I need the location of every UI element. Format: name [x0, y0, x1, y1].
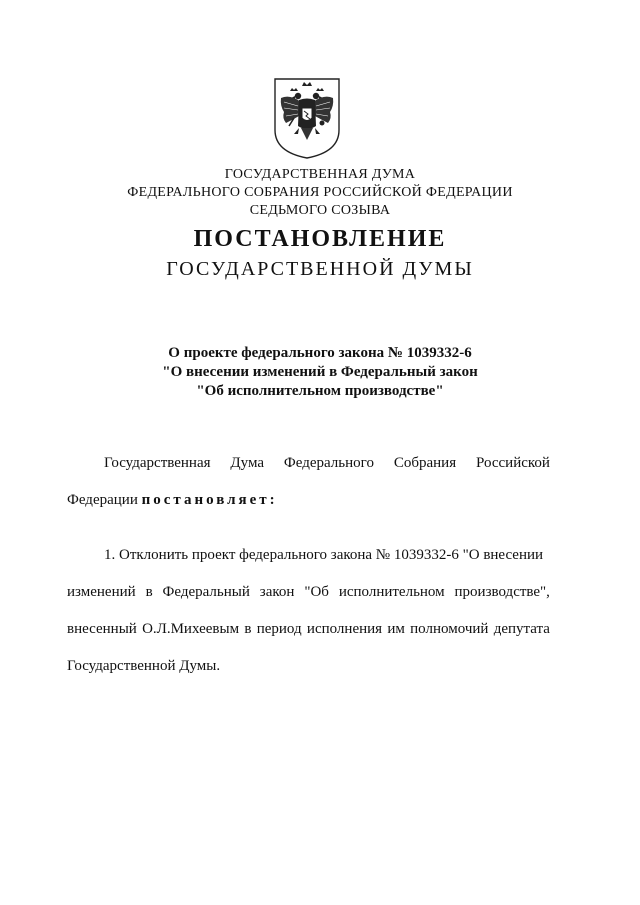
- item1-line-4: Государственной Думы.: [67, 658, 221, 674]
- preamble-word: Российской: [476, 455, 550, 471]
- document-title: ПОСТАНОВЛЕНИЕ: [193, 226, 447, 252]
- item1-word: период: [256, 621, 302, 637]
- item1-word: в: [145, 584, 153, 600]
- header-duma-name: ГОСУДАРСТВЕННАЯ ДУМА: [224, 167, 416, 182]
- item1-line-1: 1. Отклонить проект федерального закона № 1039332-6 "О внесении: [104, 547, 544, 563]
- item1-word: "Об: [304, 584, 329, 600]
- item1-line-3: [67, 619, 550, 639]
- preamble-line-1: [104, 453, 550, 473]
- item1-word: в: [244, 621, 252, 637]
- preamble-line-2: [67, 490, 278, 510]
- preamble-word: Собрания: [393, 455, 457, 471]
- subject-line-2: "О внесении изменений в Федеральный закон: [162, 364, 478, 380]
- document-subtitle: ГОСУДАРСТВЕННОЙ ДУМЫ: [166, 258, 474, 280]
- preamble-resolves: постановляет:: [141, 492, 278, 508]
- item1-word: исполнительном: [338, 584, 445, 600]
- item1-word: внесенный: [67, 621, 137, 637]
- preamble-word: Федерального: [283, 455, 374, 471]
- item1-word: Федеральный: [162, 584, 250, 600]
- header-federal-assembly: ФЕДЕРАЛЬНОГО СОБРАНИЯ РОССИЙСКОЙ ФЕДЕРАЦИИ: [127, 185, 513, 200]
- item1-word: О.Л.Михеевым: [142, 621, 240, 637]
- russian-coat-of-arms-icon: [272, 76, 342, 160]
- preamble-word: Дума: [230, 455, 265, 471]
- item1-line-2: [67, 582, 550, 602]
- subject-line-3: "Об исполнительном производстве": [196, 383, 444, 399]
- subject-line-1: О проекте федерального закона № 1039332-6: [168, 345, 472, 361]
- item1-word: производстве",: [454, 584, 550, 600]
- item1-word: закон: [259, 584, 295, 600]
- item1-word: им: [387, 621, 405, 637]
- item1-word: депутата: [493, 621, 550, 637]
- item1-word: исполнения: [306, 621, 383, 637]
- item1-word: изменений: [67, 584, 136, 600]
- preamble-federation: Федерации: [67, 492, 138, 508]
- item1-word: полномочий: [410, 621, 489, 637]
- header-convocation: СЕДЬМОГО СОЗЫВА: [249, 203, 391, 218]
- preamble-word: Государственная: [104, 455, 211, 471]
